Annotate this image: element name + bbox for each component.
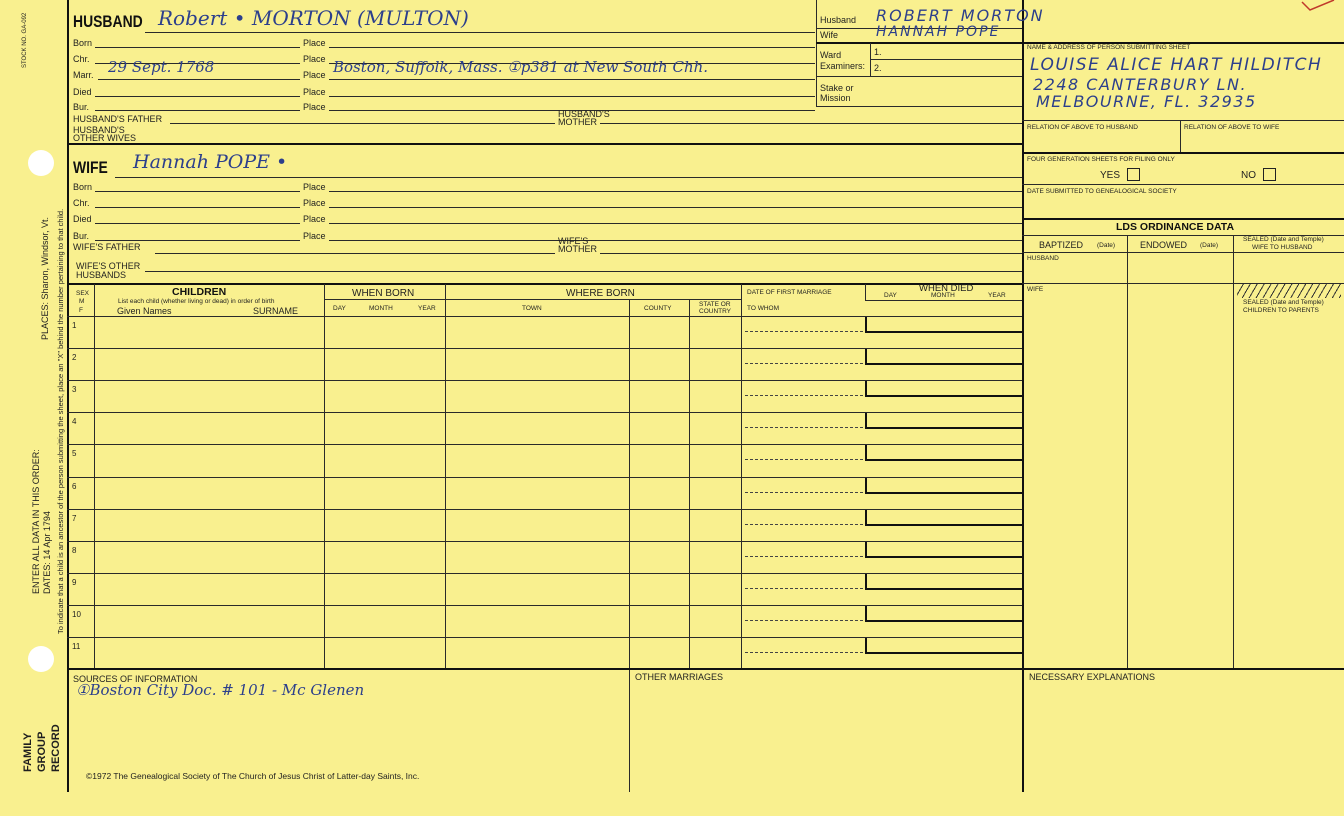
child-died-line [865, 652, 1022, 654]
husband-died-label: Died [73, 87, 92, 97]
child-died-tick [865, 638, 867, 653]
child-died-line [865, 524, 1022, 526]
child-died-line [865, 331, 1022, 333]
to-whom-label: TO WHOM [747, 305, 780, 312]
form-title-group: GROUP [36, 731, 48, 772]
lds-husband-label: HUSBAND [1027, 255, 1059, 262]
child-died-tick [865, 606, 867, 621]
date-submitted-label: DATE SUBMITTED TO GENEALOGICAL SOCIETY [1027, 188, 1177, 195]
child-marriage-date-line [745, 588, 863, 589]
when-died-label: WHEN DIED [919, 283, 974, 294]
endowed-label: ENDOWED [1140, 240, 1187, 250]
child-died-tick [865, 413, 867, 428]
state-label-1: STATE OR [699, 301, 731, 308]
ward-wife-label: Wife [820, 30, 838, 40]
wife-name-value[interactable]: Hannah POPE • [133, 151, 288, 173]
when-born-label: WHEN BORN [352, 288, 415, 299]
form-title-family: FAMILY [22, 732, 34, 772]
main-left-border [67, 0, 69, 792]
town-label: TOWN [522, 305, 542, 312]
wife-mother-label-2: MOTHER [558, 244, 597, 254]
submitter-line-2[interactable]: 2248 CANTERBURY LN. [1033, 75, 1248, 94]
yes-checkbox[interactable] [1127, 168, 1140, 181]
sources-value[interactable]: ①Boston City Doc. # 101 - Mc Glenen [76, 681, 365, 699]
child-marriage-date-line [745, 652, 863, 653]
born-day-label: DAY [333, 305, 346, 312]
punch-hole-top [28, 150, 54, 176]
where-born-label: WHERE BORN [566, 288, 635, 299]
children-title: CHILDREN [172, 286, 227, 298]
child-row-divider [67, 637, 1022, 638]
child-row-number: 10 [72, 609, 81, 619]
sources-label: SOURCES OF INFORMATION [73, 674, 198, 684]
child-died-line [865, 363, 1022, 365]
sex-f-label: F [79, 307, 83, 314]
died-year-label: YEAR [988, 292, 1006, 299]
child-died-tick [865, 574, 867, 589]
sealed-children-label-2: CHILDREN TO PARENTS [1243, 307, 1319, 314]
child-row-divider [67, 605, 1022, 606]
husband-chr-label: Chr. [73, 54, 90, 64]
child-row-divider [67, 348, 1022, 349]
punch-hole-bottom [28, 646, 54, 672]
enter-all-data: ENTER ALL DATA IN THIS ORDER: [31, 449, 41, 594]
sex-m-label: M [79, 298, 85, 305]
child-row-divider [67, 380, 1022, 381]
died-day-label: DAY [884, 292, 897, 299]
sealed-wife-label-1: SEALED (Date and Temple) [1243, 236, 1324, 243]
child-marriage-date-line [745, 556, 863, 557]
county-label: COUNTY [644, 305, 672, 312]
husband-mother-label-2: MOTHER [558, 117, 597, 127]
child-row-divider [67, 509, 1022, 510]
wife-heading: WIFE [73, 158, 108, 177]
husband-name-value[interactable]: Robert • MORTON (MULTON) [158, 6, 469, 30]
child-marriage-date-line [745, 620, 863, 621]
child-died-line [865, 395, 1022, 397]
child-died-tick [865, 542, 867, 557]
marriage-place-value[interactable]: Boston, Suffolk, Mass. ①p381 at New South Chh. [333, 58, 709, 76]
lds-title: LDS ORDINANCE DATA [1116, 221, 1235, 233]
places-order: PLACES: Sharon, Windsor, Vt. [40, 216, 50, 340]
four-generation-label: FOUR GENERATION SHEETS FOR FILING ONLY [1027, 156, 1175, 163]
check-mark-icon [1300, 0, 1340, 14]
child-died-tick [865, 445, 867, 460]
wife-other-husbands-1: WIFE'S OTHER [76, 261, 141, 271]
born-month-label: MONTH [369, 305, 393, 312]
stake-label-1: Stake or [820, 83, 854, 93]
baptized-label: BAPTIZED [1039, 240, 1084, 250]
child-row-divider [67, 573, 1022, 574]
first-marriage-label: DATE OF FIRST MARRIAGE [747, 289, 832, 296]
wife-father-label: WIFE'S FATHER [73, 242, 141, 252]
family-group-record-sheet: STOCK NO. GA-092 PLACES: Sharon, Windsor, Vt. ENTER ALL DATA IN THIS ORDER: DATES: 14 Apr 1794 To indicate that a child is an ancestor of the person submitting the sheet, place an "X" behind the number pertaining to that child. FAMILY GROUP RECORD HUSBAND Robert • MORTON (MULTON) Born Place Chr. Place Marr. 29 Sept. 1768 Place Boston, Suffolk, Mass. ①p381 at New South Chh. Died Place Bur. Place HUSBAND'S FATHER HUSBAND'S MOTHER HUSBAND'S OTHER WIVES WIFE Hannah POPE • Born Place Chr. Place Died Place Bur. Place WIFE'S FATHER WIFE'S MOTHER WIFE'S OTHER HUSBANDS Husband ROBERT MORTON Wife HANNAH POPE Ward Examiners: 1. 2. Stake or Mission NAME & ADDRESS OF PERSON SUBMITTING SHEET LOUISE ALICE HART HILDITCH 2248 CANTERBURY LN. MELBOURNE, FL. 32935 RELATION OF ABOVE TO HUSBAND RELATION OF ABOVE TO WIFE FOUR GENERATION SHEETS FOR FILING ONLY YES NO DATE SUBMITTED TO GENEALOGICAL SOCIETY LDS ORDINANCE DATA BAPTIZED (Date) ENDOWED (Date) SEALED (Date and Temple) WIFE TO HUSBAND HUSBAND WIFE SEALED (Date and Temple) CHILDREN TO PARENTS SEX M F CHILDREN List each child (whether living or dead) in order of birth Given Names SURNAME WHEN BORN DAY MONTH YEAR WHERE BORN TOWN COUNTY STATE OR COUNTRY DATE OF FIRST MARRIAGE TO WHOM WHEN DIED DAY MONTH YEAR 1 2 3 4 5 6 7 8 9 10 11 SOURCES OF INFORMATION ①Boston City Doc. # 101 - Mc Glenen OTHER MARRIAGES NECESSARY EXPLANATIONS ©1972 The Genealogical Society of The Church of Jesus Christ of Latter-day Saints, Inc. [0, 0, 1344, 816]
husband-heading: HUSBAND [73, 12, 143, 31]
child-died-tick [865, 349, 867, 364]
child-marriage-date-line [745, 427, 863, 428]
child-marriage-date-line [745, 331, 863, 332]
hatched-area [1237, 284, 1341, 298]
examiners-label: Examiners: [820, 61, 866, 71]
child-died-line [865, 556, 1022, 558]
no-checkbox[interactable] [1263, 168, 1276, 181]
stock-number: STOCK NO. GA-092 [22, 12, 28, 68]
husband-father-label: HUSBAND'S FATHER [73, 114, 163, 124]
died-month-label: MONTH [931, 292, 955, 299]
submitter-line-1[interactable]: LOUISE ALICE HART HILDITCH [1030, 55, 1323, 75]
child-row-divider [67, 316, 1022, 317]
born-year-label: YEAR [418, 305, 436, 312]
form-title-record: RECORD [50, 724, 62, 772]
ward-label: Ward [820, 50, 842, 60]
ancestor-instructions: To indicate that a child is an ancestor of the person submitting the sheet, place an "X" behind the number pertaining to that child. [56, 208, 65, 634]
yes-label: YES [1100, 170, 1121, 181]
child-died-line [865, 427, 1022, 429]
stake-label-2: Mission [820, 93, 851, 103]
child-died-line [865, 588, 1022, 590]
dates-order: DATES: 14 Apr 1794 [42, 511, 52, 594]
relation-wife-label: RELATION OF ABOVE TO WIFE [1184, 124, 1280, 131]
relation-husband-label: RELATION OF ABOVE TO HUSBAND [1027, 124, 1138, 131]
ward-wife-value[interactable]: HANNAH POPE [876, 24, 1001, 40]
given-names-label: Given Names [117, 306, 172, 316]
submitter-label: NAME & ADDRESS OF PERSON SUBMITTING SHEET [1027, 44, 1191, 51]
marriage-date-value[interactable]: 29 Sept. 1768 [108, 58, 215, 76]
child-row-number: 6 [72, 481, 77, 491]
child-row-number: 1 [72, 321, 77, 330]
husband-other-wives-1: HUSBAND'S [73, 125, 125, 135]
sealed-children-label-1: SEALED (Date and Temple) [1243, 299, 1324, 306]
state-label-2: COUNTRY [699, 308, 732, 315]
child-died-tick [865, 510, 867, 525]
husband-mother-label-1: HUSBAND'S [558, 109, 610, 119]
child-row-number: 5 [72, 449, 77, 459]
child-marriage-date-line [745, 363, 863, 364]
middle-divider [1022, 0, 1024, 792]
child-row-number: 11 [72, 642, 81, 651]
husband-bur-label: Bur. [73, 102, 90, 112]
ward-box-left [816, 0, 817, 106]
child-row-number: 8 [72, 545, 77, 555]
sealed-wife-label-2: WIFE TO HUSBAND [1252, 244, 1313, 251]
child-died-line [865, 620, 1022, 622]
child-marriage-date-line [745, 395, 863, 396]
child-row-number: 9 [72, 577, 77, 587]
husband-born-label: Born [73, 38, 93, 48]
sex-label: SEX [76, 290, 90, 297]
husband-other-wives-2: OTHER WIVES [73, 133, 137, 143]
child-died-line [865, 459, 1022, 461]
child-marriage-date-line [745, 459, 863, 460]
child-died-tick [865, 478, 867, 493]
child-died-tick [865, 317, 867, 332]
wife-other-husbands-2: HUSBANDS [76, 270, 127, 280]
child-row-number: 4 [72, 417, 77, 427]
child-row-number: 2 [72, 353, 77, 363]
child-row-divider [67, 444, 1022, 445]
no-label: NO [1241, 170, 1256, 181]
submitter-line-3[interactable]: MELBOURNE, FL. 32935 [1036, 92, 1257, 111]
children-list-note: List each child (whether living or dead) in order of birth [118, 298, 275, 305]
ward-husband-value[interactable]: ROBERT MORTON [876, 6, 1045, 25]
child-marriage-date-line [745, 492, 863, 493]
copyright-notice: ©1972 The Genealogical Society of The Church of Jesus Christ of Latter-day Saints, Inc. [86, 771, 420, 781]
child-row-number: 7 [72, 513, 77, 523]
necessary-explanations-label: NECESSARY EXPLANATIONS [1029, 672, 1156, 682]
child-row-divider [67, 477, 1022, 478]
other-marriages-label: OTHER MARRIAGES [635, 672, 724, 682]
child-died-line [865, 492, 1022, 494]
ward-husband-label: Husband [820, 15, 857, 25]
child-row-number: 3 [72, 385, 77, 395]
child-row-divider [67, 541, 1022, 542]
surname-label: SURNAME [253, 306, 299, 316]
child-died-tick [865, 381, 867, 396]
lds-wife-label: WIFE [1027, 286, 1044, 293]
wife-mother-label-1: WIFE'S [558, 236, 589, 246]
child-marriage-date-line [745, 524, 863, 525]
child-row-divider [67, 412, 1022, 413]
husband-marr-label: Marr. [73, 70, 94, 80]
